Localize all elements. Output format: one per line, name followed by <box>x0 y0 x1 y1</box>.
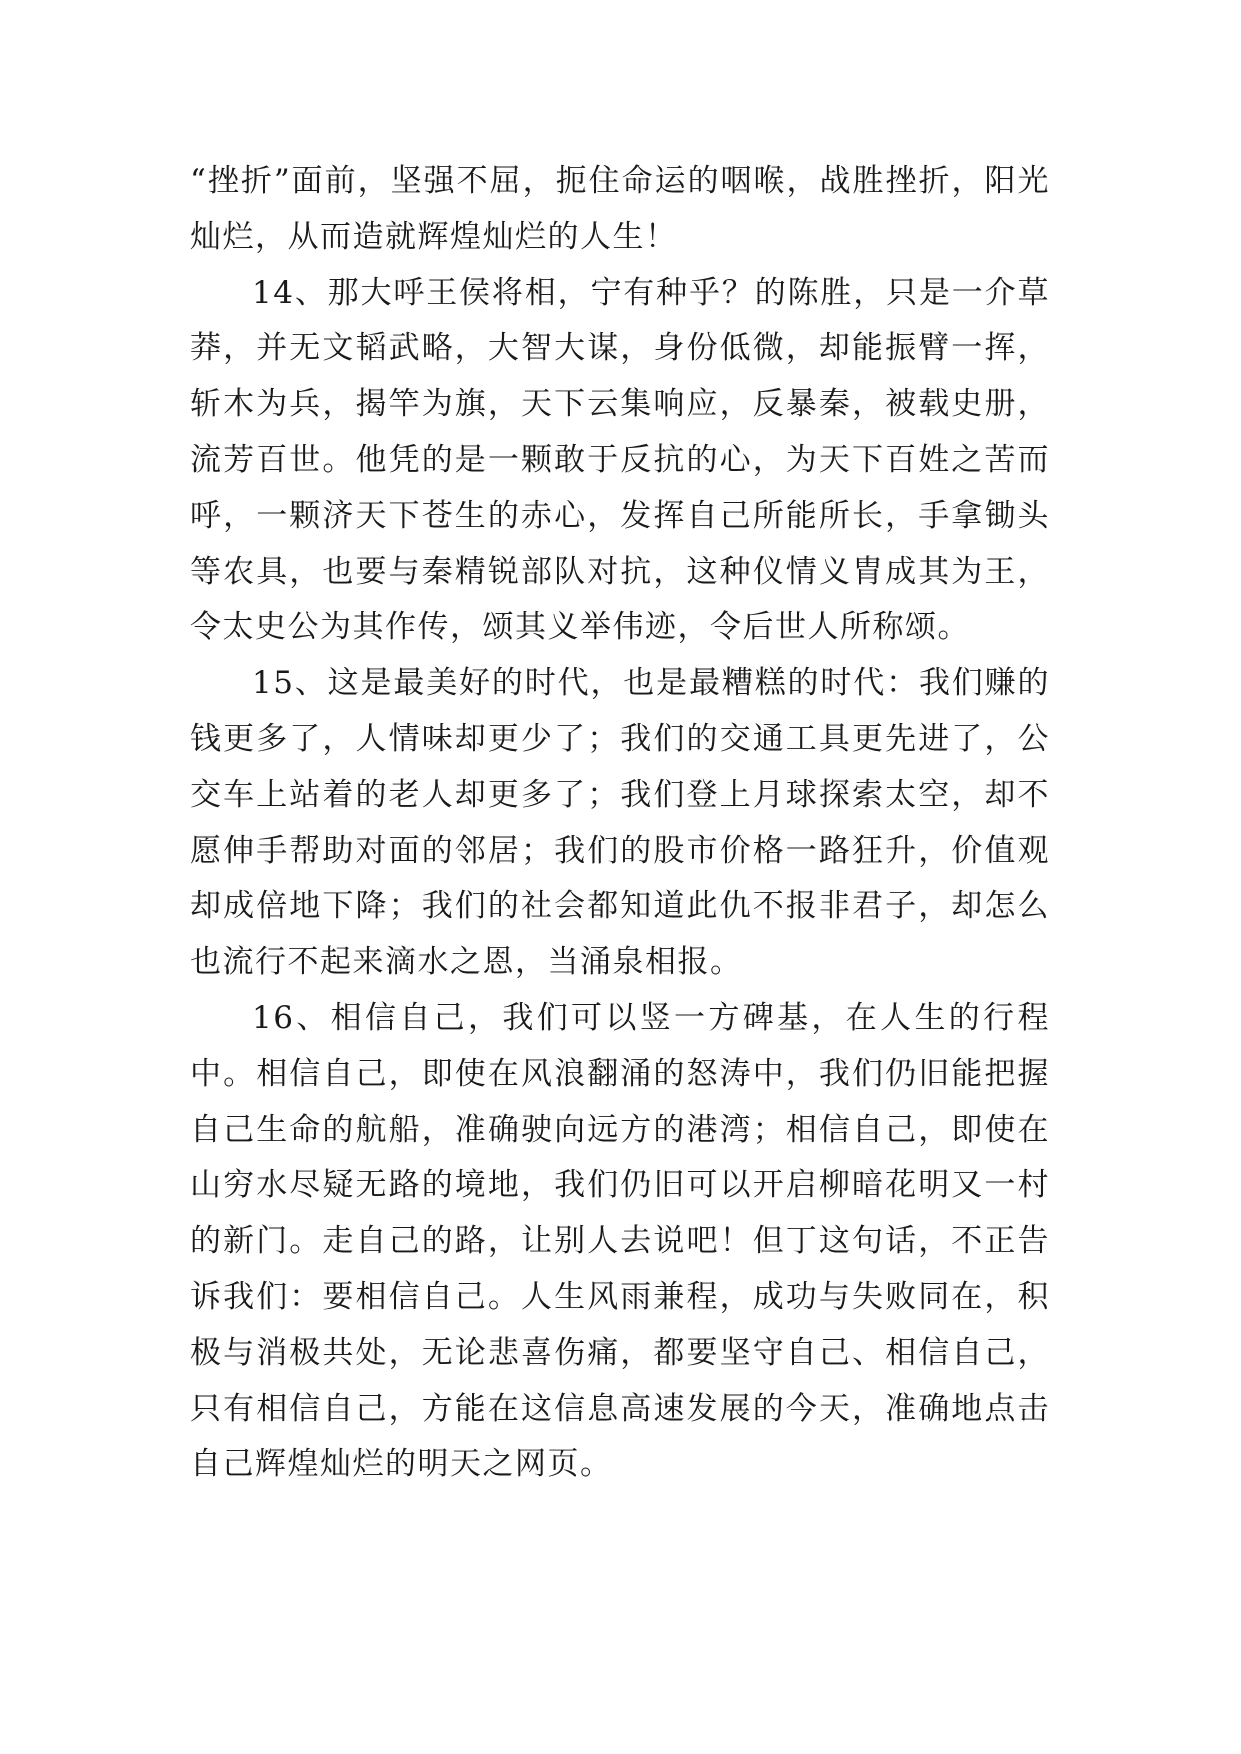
paragraph-13-continuation: “挫折”面前，坚强不屈，扼住命运的咽喉，战胜挫折，阳光灿烂，从而造就辉煌灿烂的人生！ <box>190 163 1050 255</box>
paragraph-14: 14、那大呼王侯将相，宁有种乎？的陈胜，只是一介草莽，并无文韬武略，大智大谋，身份低微，却能振臂一挥，斩木为兵，揭竿为旗，天下云集响应，反暴秦，被载史册，流芳百世。他凭的是一颗敢于反抗的心，为天下百姓之苦而呼，一颗济天下苍生的赤心，发挥自己所能所长，手拿锄头等农具，也要与秦精锐部队对抗，这种仪情义胄成其为王，令太史公为其作传，颂其义举伟迹，令后世人所称颂。 <box>190 274 1050 646</box>
paragraph-16: 16、相信自己，我们可以竖一方碑基，在人生的行程中。相信自己，即使在风浪翻涌的怒涛中，我们仍旧能把握自己生命的航船，准确驶向远方的港湾；相信自己，即使在山穷水尽疑无路的境地，我们仍旧可以开启柳暗花明又一村的新门。走自己的路，让别人去说吧！但丁这句话，不正告诉我们：要相信自己。人生风雨兼程，成功与失败同在，积极与消极共处，无论悲喜伤痛，都要坚守自己、相信自己，只有相信自己，方能在这信息高速发展的今天，准确地点击自己辉煌灿烂的明天之网页。 <box>190 999 1050 1483</box>
paragraph-15: 15、这是最美好的时代，也是最糟糕的时代：我们赚的钱更多了，人情味却更少了；我们的交通工具更先进了，公交车上站着的老人却更多了；我们登上月球探索太空，却不愿伸手帮助对面的邻居；我们的股市价格一路狂升，价值观却成倍地下降；我们的社会都知道此仇不报非君子，却怎么也流行不起来滴水之恩，当涌泉相报。 <box>190 665 1050 981</box>
document-body <box>190 154 1050 1493</box>
